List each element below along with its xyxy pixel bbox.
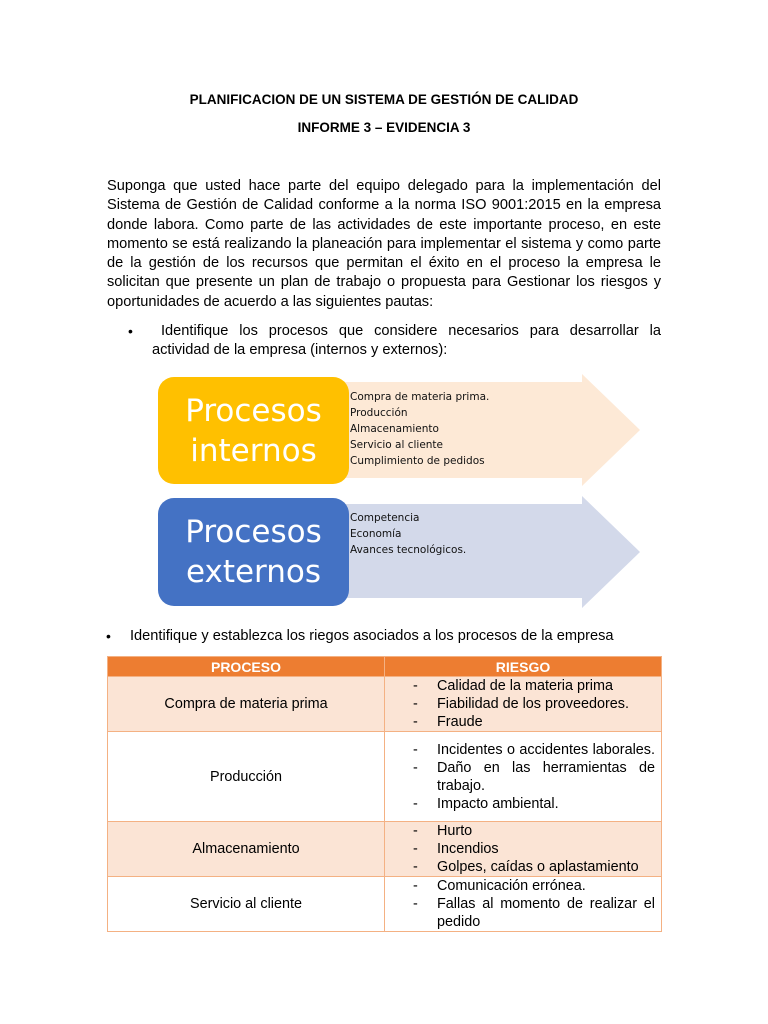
internal-process-item: Almacenamiento: [350, 423, 439, 435]
risk-item: - Fiabilidad de los proveedores.: [385, 695, 655, 713]
column-header-riesgo: RIESGO: [385, 657, 662, 677]
risk-table: [107, 656, 662, 932]
table-row: [108, 822, 662, 877]
internal-box-line2: internos: [190, 432, 317, 469]
risk-item: - Fallas al momento de realizar el pedido: [385, 895, 655, 931]
risk-cell: [385, 732, 662, 822]
intro-paragraph: Suponga que usted hace parte del equipo delegado para la implementación del Sistema de Gestión de Calidad conforme a la norma ISO 9001:2015 en la empresa donde labora. Como parte de las actividades de este importante proceso, en este momento se está realizando la planeación para implementar el sistema y como parte de la gestión de los recursos que permitan el éxito en el proceso la empresa le solicitan que presente un plan de trabajo o propuesta para Gestionar los riesgos y oportunidades de acuerdo a las siguientes pautas:: [107, 178, 661, 310]
table-row: [108, 732, 662, 822]
risk-item: - Calidad de la materia prima: [385, 677, 655, 695]
bullet-text: Identifique los procesos que considere necesarios para desarrollar la actividad de la empresa (internos y externos):: [152, 323, 661, 359]
internal-process-item: Cumplimiento de pedidos: [350, 455, 485, 467]
internal-process-list: [350, 389, 489, 469]
bullet-item-risks: [0, 627, 768, 647]
risk-item: - Daño en las herramientas de trabajo.: [385, 759, 655, 795]
internal-process-item: Producción: [350, 407, 408, 419]
risk-cell: [385, 677, 662, 732]
external-box-line1: Procesos: [185, 514, 322, 550]
risk-item: - Golpes, caídas o aplastamiento: [385, 858, 655, 876]
table-row: [108, 677, 662, 732]
process-cell: Producción: [108, 732, 385, 822]
internal-process-item: Servicio al cliente: [350, 439, 444, 451]
external-process-item: Competencia: [350, 512, 420, 524]
internal-process-item: Compra de materia prima.: [350, 391, 490, 403]
risk-cell: [385, 822, 662, 877]
bullet-item-processes: [0, 322, 768, 362]
external-box-line2: externos: [185, 554, 322, 590]
process-cell: Compra de materia prima: [108, 677, 385, 732]
document-title: PLANIFICACION DE UN SISTEMA DE GESTIÓN DE CALIDAD: [189, 92, 579, 107]
process-diagram: [150, 372, 650, 612]
table-header-row: [108, 657, 662, 677]
process-cell: Servicio al cliente: [108, 877, 385, 932]
risk-item: - Impacto ambiental.: [385, 795, 655, 813]
internal-processes-box: [158, 377, 349, 484]
table-row: [108, 877, 662, 932]
bullet-icon: •: [128, 323, 133, 339]
external-process-item: Avances tecnológicos.: [350, 544, 467, 556]
bullet-icon: •: [106, 628, 111, 644]
risk-item: - Hurto: [385, 822, 655, 840]
external-process-item: Economía: [350, 528, 402, 540]
document-subtitle: INFORME 3 – EVIDENCIA 3: [297, 120, 471, 135]
external-process-list: [350, 510, 466, 558]
risk-item: - Fraude: [385, 713, 655, 731]
process-cell: Almacenamiento: [108, 822, 385, 877]
internal-box-line1: Procesos: [185, 392, 322, 429]
external-processes-box: [158, 498, 349, 606]
column-header-proceso: PROCESO: [108, 657, 385, 677]
risk-cell: [385, 877, 662, 932]
risk-item: - Comunicación errónea.: [385, 877, 655, 895]
bullet-text: Identifique y establezca los riegos asociados a los procesos de la empresa: [130, 628, 614, 644]
risk-item: - Incendios: [385, 840, 655, 858]
risk-item: - Incidentes o accidentes laborales.: [385, 741, 655, 759]
